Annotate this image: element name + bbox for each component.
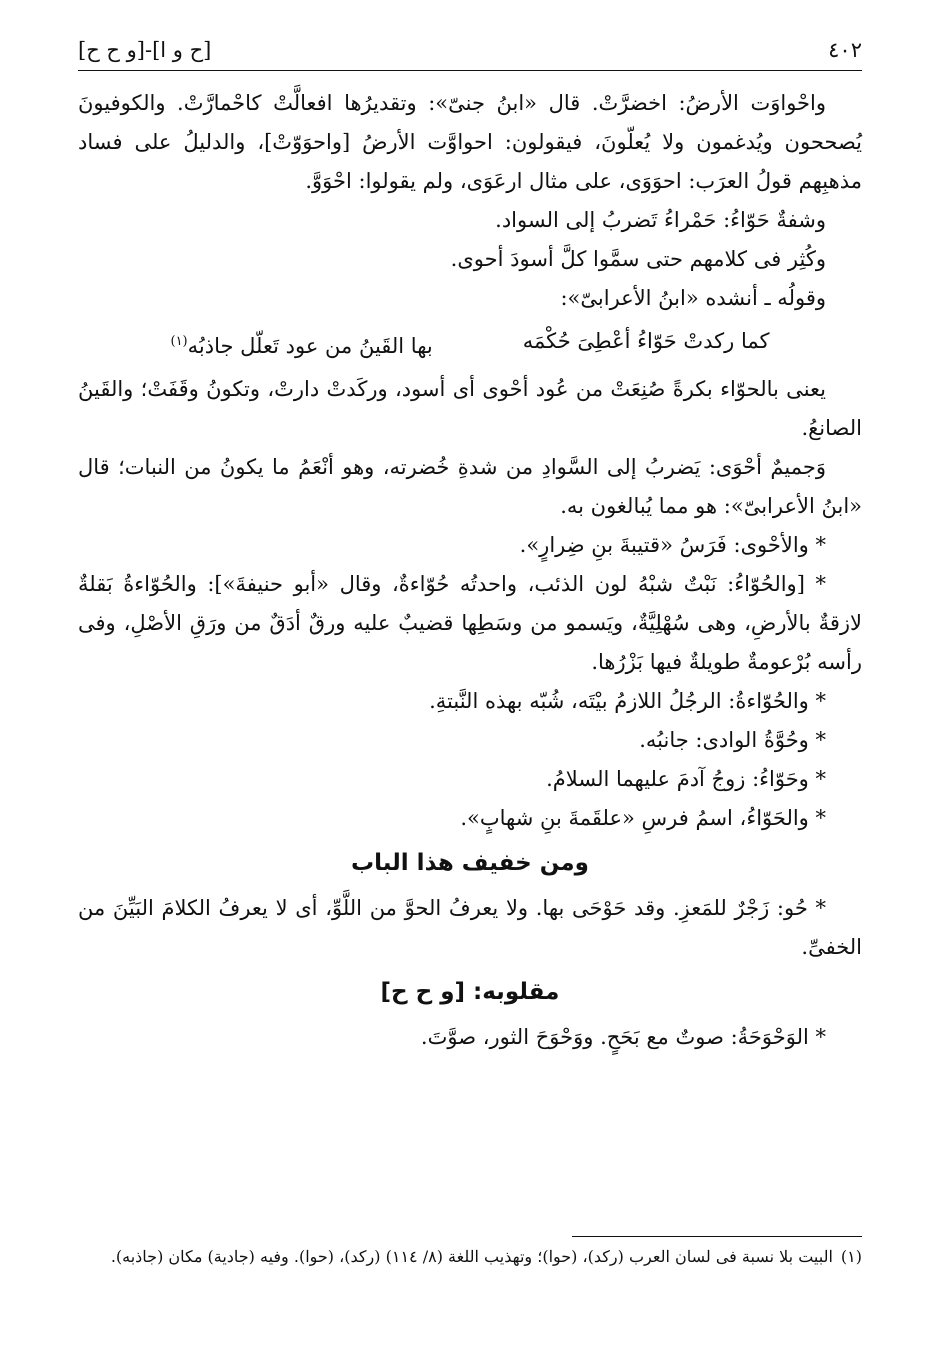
verse-second-hemistich: بها القَينُ من عود تَعلّل جاذبُه$^{(١)}$ [170,334,433,358]
footnote-marker: (١) [170,334,188,349]
poem-verse [78,318,862,370]
entry: * وحَوّاءُ: زوجُ آدمَ عليهما السلامُ. [546,767,826,791]
footnote [78,1243,862,1270]
paragraph: يعنى بالحوّاء بكرةً صُنِعَتْ من عُود أحْوى أى أسود، وركَدتْ دارتْ، وتكونُ وقَفَتْ؛ والقَينُ الصانعُ. [78,377,862,440]
main-text [78,84,862,1057]
footnote-text: البيت بلا نسبة فى لسان العرب (ركد)، (حوا)؛ وتهذيب اللغة (٨/ ١١٤) (ركد)، (حوا). وفيه (جادية) مكان (جاذبه). [110,1247,833,1266]
entry: * والحَوّاءُ، اسمُ فرسِ «علقَمةَ بنِ شهابٍ». [460,806,826,830]
entry: * والحُوّاءةُ: الرجُلُ اللازمُ بيْتَه، شُبّه بهذه النَّبتةِ. [429,689,826,713]
footnote-divider [572,1236,862,1237]
paragraph: واحْواوَت الأرضُ: اخضرَّتْ. قال «ابنُ جنىّ»: وتقديرُها افعالَّتْ كاحْمارَّتْ. والكوفيونَ يُصححون ويُدغمون ولا يُعلّونَ، فيقولون: احواوَّت الأرضُ [واحوَوّتْ]، والدليلُ على فساد مذهبِهم قولُ العرَب: احوَوَى، على مثال ارعَوَى، ولم يقولوا: احْوَوَّ. [78,91,862,193]
paragraph: وقولُه ـ أنشده «ابنُ الأعرابىّ»: [560,286,826,310]
footnote-number: (١) [840,1247,862,1266]
entry: * الوَحْوَحَةُ: صوتٌ مع بَحَحٍ. ووَحْوَحَ الثور، صوَّتَ. [420,1025,826,1049]
paragraph: وشفةٌ حَوّاءُ: حَمْراءُ تَضربُ إلى السواد. [495,208,826,232]
entry: * وحُوَّةُ الوادى: جانبُه. [639,728,826,752]
section-heading: ومن خفيف هذا الباب [351,850,589,876]
entry: * والأحْوى: فَرَسُ «قتيبةَ بنِ ضِرارٍ». [519,533,826,557]
footnotes [78,1236,862,1270]
running-title: [ح و ا]-[و ح ح] [78,38,212,62]
entry: * حُو: زَجْرٌ للمَعزِ. وقد حَوْحَى بها. ولا يعرفُ الحوَّ من اللَّوِّ، أى لا يعرفُ الكلامَ البَيِّنَ من الخفىِّ. [78,896,862,959]
entry: * [والحُوّاءُ: نَبْتٌ شبْهُ لون الذئب، واحدتُه حُوّاءةٌ، وقال «أبو حنيفةَ»]: والحُوّاءةُ بَقلةٌ لازقةٌ بالأرضِ، وهى سُهْلِيَّةٌ، ويَسمو من وسَطِها قضيبٌ عليه ورقٌ أدَقٌ من ورَقِ الأصْلِ، وفى رأسه بُرْعومةٌ طويلةٌ فيها بَزْرُها. [78,572,862,674]
verse-first-hemistich: كما ركدتْ حَوّاءُ أعْطِىَ حُكْمَه [522,329,770,353]
section-heading: مقلوبه: [و ح ح] [380,979,560,1005]
paragraph: وكُثِر فى كلامهم حتى سمَّوا كلَّ أسودَ أحوى. [450,247,826,271]
paragraph: وَجميمٌ أحْوَى: يَضربُ إلى السَّوادِ من شدةِ خُضرته، وهو أنْعَمُ ما يكونُ من النبات؛ قال «ابنُ الأعرابىّ»: هو مما يُبالغون به. [78,455,862,518]
page-number: ٤٠٢ [828,38,862,62]
running-header [78,30,862,71]
